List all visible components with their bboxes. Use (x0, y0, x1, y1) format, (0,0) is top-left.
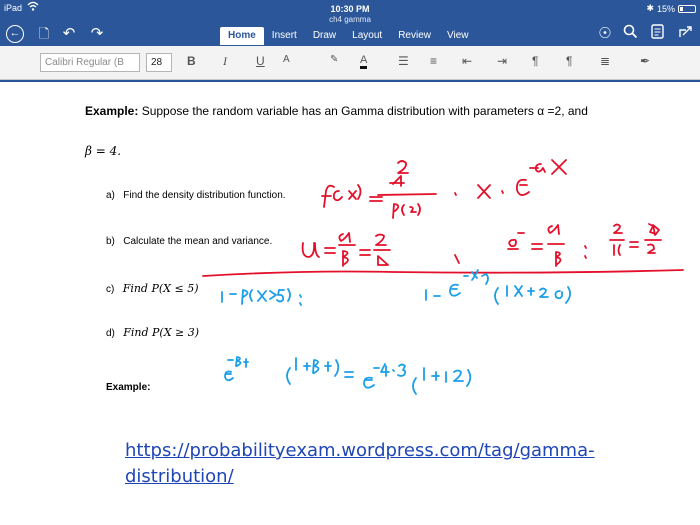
reference-link[interactable]: https://probabilityexam.wordpress.com/tag/gamma-distribution/ (125, 440, 595, 487)
question-b (106, 236, 272, 247)
bluetooth-icon: ✱ (646, 3, 654, 13)
lightbulb-icon[interactable]: ☉ (598, 25, 612, 42)
app-header (0, 0, 700, 82)
show-marks-icon[interactable]: ¶ (566, 54, 573, 68)
tab-draw[interactable]: Draw (312, 30, 337, 41)
redo-icon[interactable]: ↷ (90, 25, 104, 42)
example-text: Suppose the random variable has an Gamma distribution with parameters α =2, and (141, 104, 588, 118)
example-paragraph (85, 104, 588, 118)
share-icon[interactable] (676, 24, 694, 43)
battery-status (646, 3, 696, 14)
font-size-a-button[interactable]: A (283, 54, 290, 65)
question-label: d) (106, 328, 115, 339)
styles-icon[interactable]: ≣ (600, 54, 611, 68)
ink-gamma-cdf (426, 270, 570, 304)
file-icon[interactable]: 🗋 (38, 26, 50, 41)
ink-density-function (322, 160, 566, 218)
tab-view[interactable]: View (446, 30, 469, 41)
clear-format-icon[interactable]: ✎ (330, 54, 339, 65)
question-c (106, 282, 198, 295)
back-icon[interactable]: ← (6, 25, 24, 43)
tab-insert[interactable]: Insert (271, 30, 297, 41)
ink-complement (222, 289, 301, 305)
ink-mgf-expression (225, 357, 470, 394)
device-name: iPad (4, 3, 23, 13)
beta-line: β = 4. (85, 144, 122, 158)
status-time: 10:30 PM (330, 4, 370, 14)
battery-icon (678, 5, 696, 13)
italic-button[interactable]: I (223, 54, 227, 68)
numbering-icon[interactable]: ≡ (430, 54, 438, 68)
styles-pen-icon[interactable]: ✒ (640, 54, 651, 68)
tab-layout[interactable]: Layout (352, 30, 383, 41)
question-label: b) (106, 236, 115, 247)
font-color-button[interactable]: A (360, 54, 367, 69)
battery-percent: 15% (656, 3, 675, 14)
question-label: a) (106, 190, 115, 201)
question-label: c) (106, 284, 115, 295)
bullets-icon[interactable]: ☰ (398, 54, 409, 68)
ribbon-tabs (220, 27, 476, 45)
underline-button[interactable]: U (256, 54, 265, 68)
bold-button[interactable]: B (187, 54, 196, 68)
font-size-box[interactable]: 28 (146, 53, 172, 72)
tab-review[interactable]: Review (398, 30, 431, 41)
paragraph-direction-icon[interactable]: ¶ (532, 54, 539, 68)
question-text: Find the density distribution function. (123, 190, 286, 201)
question-d (106, 326, 199, 339)
ink-red-separator (203, 270, 683, 276)
home-ribbon (0, 46, 700, 80)
question-text: Find P(X ≥ 3) (123, 326, 200, 339)
question-text: Calculate the mean and variance. (123, 236, 273, 247)
tab-home[interactable]: Home (220, 27, 264, 45)
question-a (106, 190, 286, 201)
undo-icon[interactable]: ↶ (62, 25, 76, 42)
example-2-label: Example: (106, 382, 151, 393)
search-icon[interactable] (621, 24, 639, 43)
ink-mean-variance (303, 224, 661, 266)
example-label: Example: (85, 104, 139, 118)
increase-indent-icon[interactable]: ⇥ (497, 54, 508, 68)
decrease-indent-icon[interactable]: ⇤ (462, 54, 473, 68)
font-name-box[interactable]: Calibri Regular (B (40, 53, 140, 72)
question-text: Find P(X ≤ 5) (122, 282, 199, 295)
notes-icon[interactable] (648, 24, 666, 43)
document-title: ch4 gamma (329, 15, 371, 24)
